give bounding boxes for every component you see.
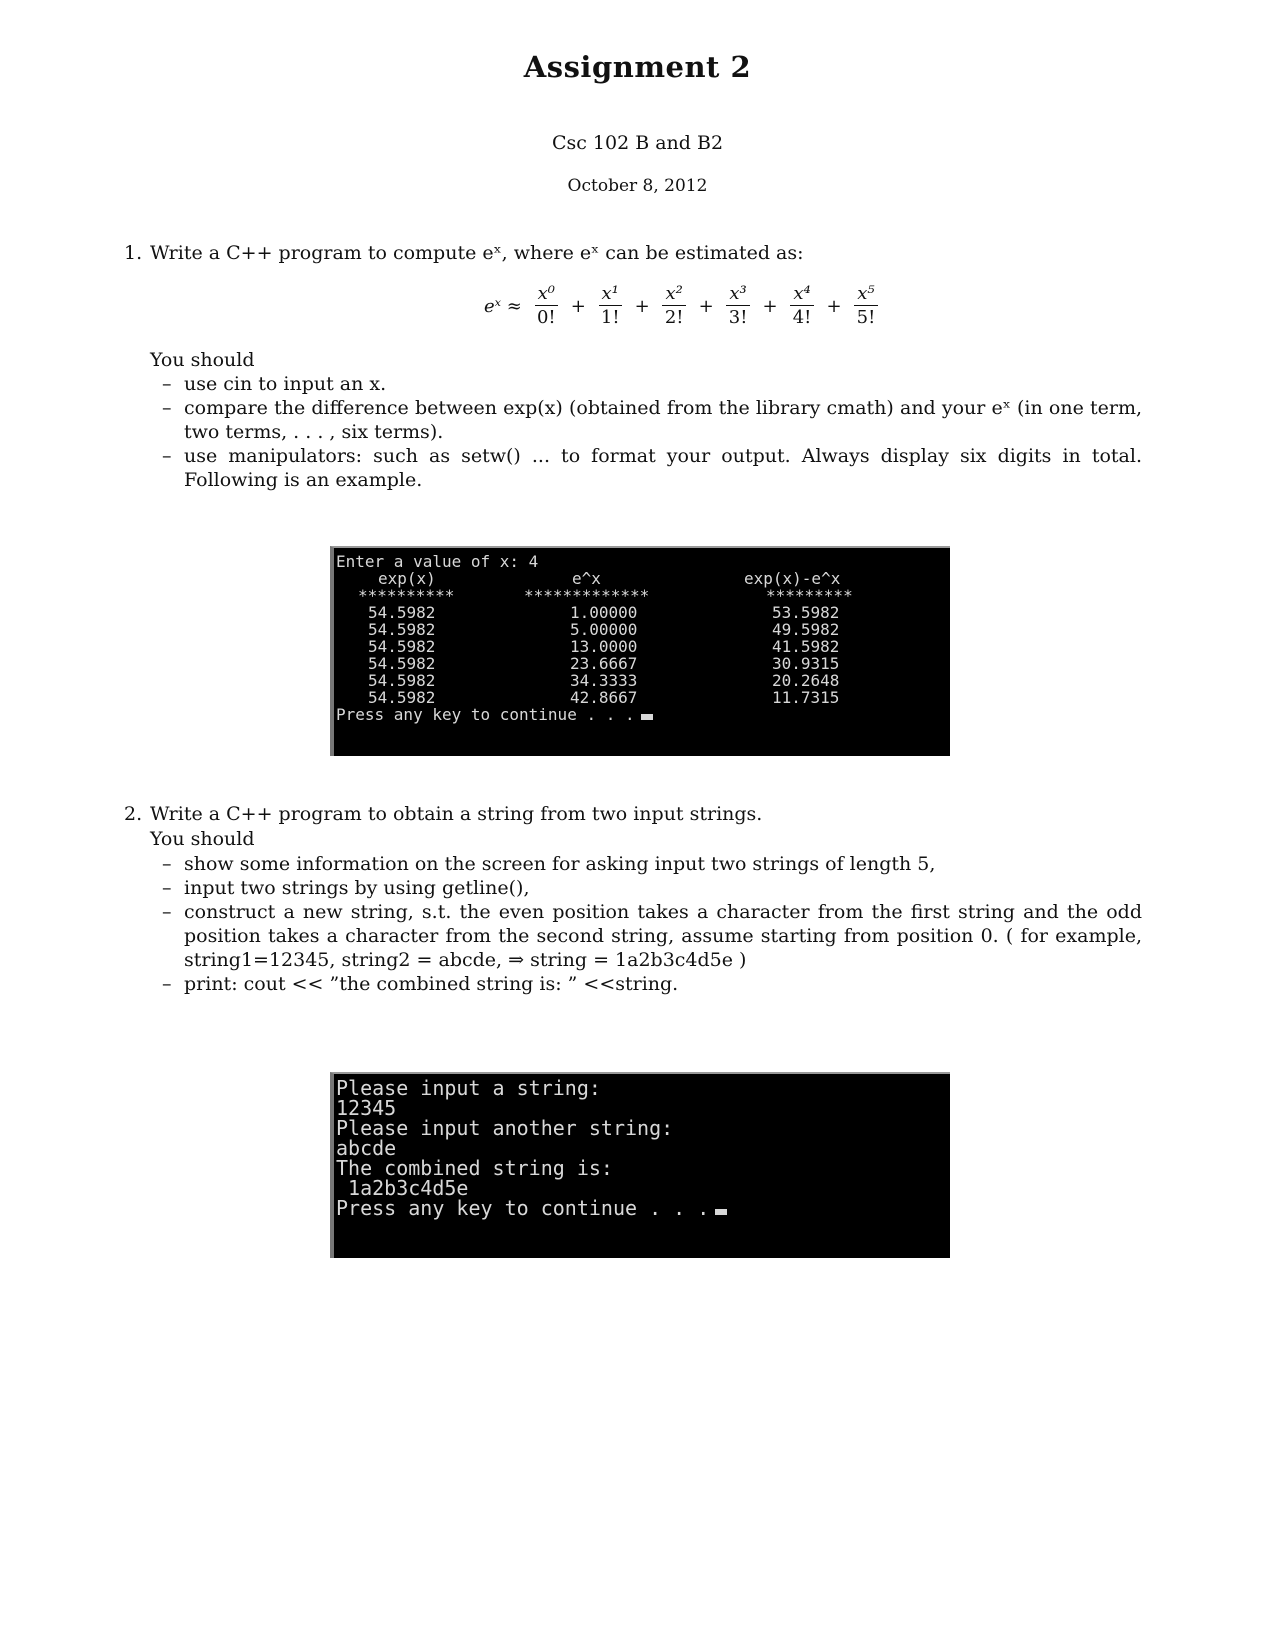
table-cell: 11.7315 <box>772 688 840 707</box>
question-text: Write a C++ program to compute eˣ, where eˣ can be estimated as: <box>150 242 804 264</box>
column-header: exp(x)-e^x <box>744 569 841 588</box>
table-cell: 5.00000 <box>570 620 638 639</box>
console-line: abcde <box>336 1136 397 1160</box>
table-cell: 41.5982 <box>772 637 840 656</box>
separator-stars: ************* <box>524 586 650 605</box>
console-line: Please input a string: <box>336 1076 601 1100</box>
separator-stars: ********** <box>358 586 455 605</box>
question-1-prompt <box>124 241 804 265</box>
table-cell: 1.00000 <box>570 603 638 622</box>
separator-stars: ********* <box>766 586 853 605</box>
table-cell: 42.8667 <box>570 688 638 707</box>
table-cell: 30.9315 <box>772 654 840 673</box>
formula-term: $\frac{\text{x³}}{3!}$ <box>726 283 749 330</box>
console-line: The combined string is: <box>336 1156 613 1180</box>
plus-sign: + <box>634 296 650 317</box>
formula-term: $\frac{\text{x⁴}}{4!}$ <box>790 283 813 330</box>
table-cell: 13.0000 <box>570 637 638 656</box>
formula-term: $\frac{\text{x⁰}}{0!}$ <box>535 283 558 330</box>
formula-term: $\frac{\text{x¹}}{1!}$ <box>599 283 622 330</box>
question-text: Write a C++ program to obtain a string from two input strings. <box>150 803 763 825</box>
course-name: Csc 102 B and B2 <box>551 132 724 154</box>
table-cell: 54.5982 <box>368 603 436 622</box>
question-2-prompt <box>124 802 762 826</box>
table-cell: 54.5982 <box>368 654 436 673</box>
continue-prompt: Press any key to continue . . . <box>336 705 653 724</box>
plus-sign: + <box>570 296 586 317</box>
list-item: – input two strings by using getline(), <box>162 877 530 899</box>
plus-sign: + <box>698 296 714 317</box>
table-cell: 54.5982 <box>368 637 436 656</box>
table-cell: 34.3333 <box>570 671 638 690</box>
continue-prompt: Press any key to continue . . . <box>336 1196 727 1220</box>
formula-term: $\frac{\text{x⁵}}{5!}$ <box>854 283 877 330</box>
you-should-label: You should <box>150 349 255 371</box>
formula-term: $\frac{\text{x²}}{2!}$ <box>662 283 685 330</box>
q2-bullet-list <box>162 852 1142 996</box>
table-cell: 54.5982 <box>368 671 436 690</box>
column-header: e^x <box>572 569 601 588</box>
table-cell: 54.5982 <box>368 620 436 639</box>
table-cell: 20.2648 <box>772 671 840 690</box>
list-item: – print: cout << ”the combined string is: ” <<string. <box>162 973 679 995</box>
plus-sign: + <box>826 296 842 317</box>
list-item: – compare the difference between exp(x) (obtained from the library cmath) and your eˣ (in one term, two terms, . . . , six terms). <box>162 397 1142 443</box>
list-item: – construct a new string, s.t. the even position takes a character from the first string and the odd position takes a character from the second string, assume starting from position 0. ( for example, string1=12345, string2 = abcde, ⇒ string = 1a2b3c4d5e ) <box>162 901 1142 971</box>
console-line: 12345 <box>336 1096 397 1120</box>
document-date: October 8, 2012 <box>567 176 708 196</box>
console-output-1 <box>330 546 950 756</box>
console-line: 1a2b3c4d5e <box>336 1176 469 1200</box>
console-prompt: Enter a value of x: 4 <box>336 552 539 571</box>
taylor-formula <box>480 283 881 343</box>
q1-bullet-list <box>162 372 1142 492</box>
table-cell: 23.6667 <box>570 654 638 673</box>
column-header: exp(x) <box>378 569 436 588</box>
formula-lhs: eˣ ≈ <box>484 296 522 317</box>
list-item: – use manipulators: such as setw() ... to format your output. Always display six digits in total. Following is an example. <box>162 445 1142 491</box>
question-number: 2. <box>124 803 143 825</box>
console-line: Please input another string: <box>336 1116 674 1140</box>
list-item: – use cin to input an x. <box>162 373 387 395</box>
question-number: 1. <box>124 242 143 264</box>
list-item: – show some information on the screen for asking input two strings of length 5, <box>162 853 936 875</box>
table-cell: 49.5982 <box>772 620 840 639</box>
table-cell: 53.5982 <box>772 603 840 622</box>
plus-sign: + <box>762 296 778 317</box>
cursor-icon <box>641 714 653 720</box>
page-title: Assignment 2 <box>523 50 752 84</box>
cursor-icon <box>715 1209 727 1215</box>
you-should-label: You should <box>150 828 255 850</box>
table-cell: 54.5982 <box>368 688 436 707</box>
console-output-2 <box>330 1072 950 1258</box>
